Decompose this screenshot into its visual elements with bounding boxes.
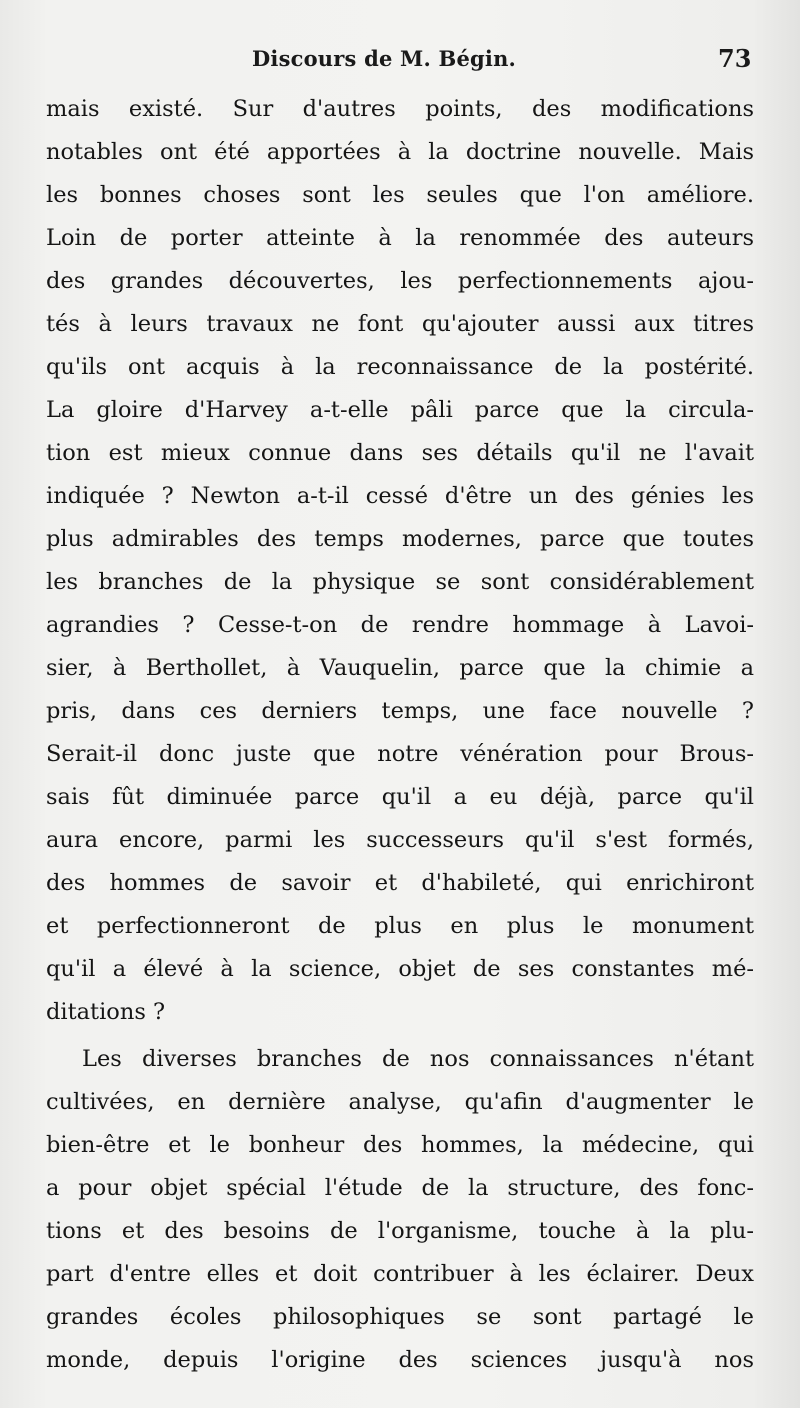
text-line: pris, dans ces derniers temps, une face nouvelle ? [46,698,754,724]
text-line: part d'entre elles et doit contribuer à les éclairer. Deux [46,1261,754,1287]
text-line: Serait-il donc juste que notre vénération pour Brous- [46,741,754,767]
text-line: grandes écoles philosophiques se sont partagé le [46,1304,754,1330]
text-line: monde, depuis l'origine des sciences jusqu'à nos [46,1347,754,1373]
text-line: des hommes de savoir et d'habileté, qui enrichiront [46,870,754,896]
body-text [46,88,754,1382]
text-line: sier, à Berthollet, à Vauquelin, parce que la chimie a [46,655,754,681]
text-line: qu'ils ont acquis à la reconnaissance de la postérité. [46,354,754,380]
text-line: bien-être et le bonheur des hommes, la médecine, qui [46,1132,754,1158]
page-header [0,42,800,78]
text-line: Les diverses branches de nos connaissances n'étant [82,1046,754,1072]
text-line: Loin de porter atteinte à la renommée des auteurs [46,225,754,251]
text-line: qu'il a élevé à la science, objet de ses constantes mé- [46,956,754,982]
text-line: tion est mieux connue dans ses détails qu'il ne l'avait [46,440,754,466]
paragraph-2 [46,1038,754,1382]
running-head: Discours de M. Bégin. [252,46,517,71]
text-line: tions et des besoins de l'organisme, touche à la plu- [46,1218,754,1244]
text-line: indiquée ? Newton a-t-il cessé d'être un des génies les [46,483,754,509]
paragraph-1 [46,88,754,1034]
text-line: les branches de la physique se sont considérablement [46,569,754,595]
page-number: 73 [718,44,752,73]
text-line: des grandes découvertes, les perfectionnements ajou- [46,268,754,294]
text-line: ditations ? [46,999,166,1025]
text-line: notables ont été apportées à la doctrine nouvelle. Mais [46,139,754,165]
text-line: agrandies ? Cesse-t-on de rendre hommage à Lavoi- [46,612,754,638]
text-line: sais fût diminuée parce qu'il a eu déjà, parce qu'il [46,784,754,810]
text-line: La gloire d'Harvey a-t-elle pâli parce que la circula- [46,397,754,423]
text-line: mais existé. Sur d'autres points, des modifications [46,96,754,122]
text-line: tés à leurs travaux ne font qu'ajouter aussi aux titres [46,311,754,337]
text-line: a pour objet spécial l'étude de la structure, des fonc- [46,1175,754,1201]
text-line: plus admirables des temps modernes, parce que toutes [46,526,754,552]
text-line: aura encore, parmi les successeurs qu'il s'est formés, [46,827,754,853]
text-line: et perfectionneront de plus en plus le monument [46,913,754,939]
text-line: cultivées, en dernière analyse, qu'afin d'augmenter le [46,1089,754,1115]
text-line: les bonnes choses sont les seules que l'on améliore. [46,182,754,208]
